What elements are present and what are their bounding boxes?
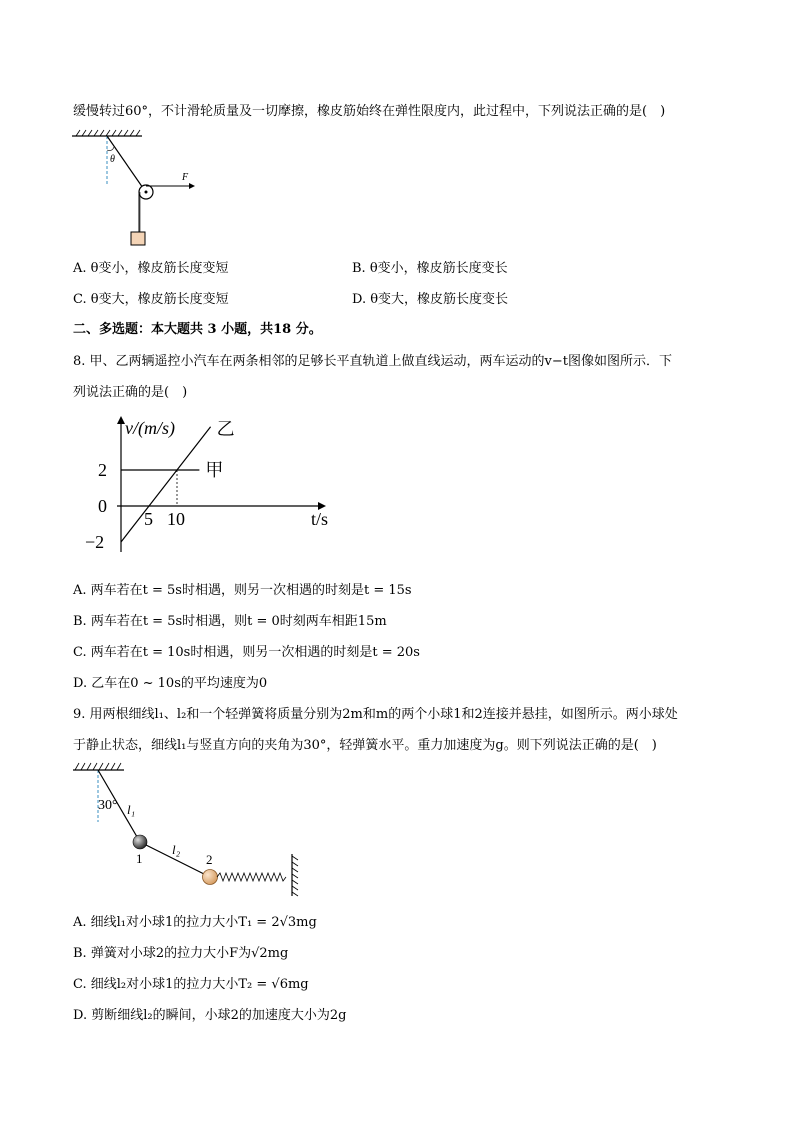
q7-option-a: A. θ变小，橡皮筋长度变短 [73, 261, 229, 276]
angle-label: 30° [98, 798, 118, 813]
ceiling-hatch [75, 763, 121, 770]
section-heading: 二、多选题：本大题共 3 小题，共18 分。 [73, 322, 322, 337]
hanging-block [131, 232, 145, 245]
theta-label: θ [110, 154, 115, 165]
ceiling-hatch [76, 130, 140, 136]
series-label-1: 乙 [216, 418, 235, 439]
q7-pulley-figure [72, 128, 222, 250]
pulley-axle [145, 191, 148, 194]
ball-2-label: 2 [206, 852, 213, 867]
ball-1-label: 1 [136, 851, 143, 866]
wall-hatch [292, 856, 298, 896]
x-axis-label: t/s [311, 509, 329, 529]
series-label-0: 甲 [205, 460, 224, 480]
x-tick-label-1: 10 [167, 509, 185, 529]
q8-stem-line1: 8. 甲、乙两辆遥控小汽车在两条相邻的足够长平直轨道上做直线运动，两车运动的v−t图像如图所示．下 [73, 354, 672, 369]
ball-1 [133, 835, 147, 849]
q9-option-d: D. 剪断细线l₂的瞬间，小球2的加速度大小为2g [73, 1008, 347, 1023]
y-axis-arrow [117, 416, 125, 424]
y-tick-label-2: −2 [85, 532, 105, 552]
angle-arc [107, 147, 114, 151]
x-tick-label-0: 5 [144, 509, 153, 529]
q9-option-c: C. 细线l₂对小球1的拉力大小T₂ = √6mg [73, 977, 309, 992]
q9-balls-figure [70, 758, 310, 898]
q8-option-a: A. 两车若在t = 5s时相遇，则另一次相遇的时刻是t = 15s [73, 583, 412, 598]
y-tick-label-0: 2 [98, 460, 107, 480]
q7-stem-line1: 缓慢转过60°，不计滑轮质量及一切摩擦，橡皮筋始终在弹性限度内，此过程中，下列说法正确的是( ) [73, 104, 666, 119]
q8-option-b: B. 两车若在t = 5s时相遇，则t = 0时刻两车相距15m [73, 614, 387, 629]
q9-stem-line1: 9. 用两根细线l₁、l₂和一个轻弹簧将质量分别为2m和m的两个小球1和2连接并悬挂，如图所示。两小球处 [73, 707, 678, 722]
q9-option-b: B. 弹簧对小球2的拉力大小F为√2mg [73, 946, 289, 961]
q8-vt-chart [78, 410, 348, 560]
force-label: F [182, 172, 189, 183]
q7-option-b: B. θ变小，橡皮筋长度变长 [352, 261, 508, 276]
spring [217, 873, 286, 881]
l2-label: l₂ [172, 842, 181, 857]
q9-stem-line2: 于静止状态，细线l₁与竖直方向的夹角为30°，轻弹簧水平。重力加速度为g。则下列说法正确的是( ) [73, 738, 657, 753]
y-tick-label-1: 0 [98, 496, 107, 516]
l1-label: l₁ [127, 802, 136, 817]
q8-stem-line2: 列说法正确的是( ) [73, 385, 188, 400]
q7-option-d: D. θ变大，橡皮筋长度变长 [352, 292, 509, 307]
series-line-1 [121, 427, 211, 542]
q7-option-c: C. θ变大，橡皮筋长度变短 [73, 292, 229, 307]
force-arrowhead [189, 183, 195, 189]
ball-2 [203, 870, 218, 885]
q9-option-a: A. 细线l₁对小球1的拉力大小T₁ = 2√3mg [73, 915, 317, 930]
q8-option-c: C. 两车若在t = 10s时相遇，则另一次相遇的时刻是t = 20s [73, 645, 420, 660]
q8-option-d: D. 乙车在0 ~ 10s的平均速度为0 [73, 676, 268, 691]
y-axis-label: v/(m/s) [125, 418, 175, 438]
